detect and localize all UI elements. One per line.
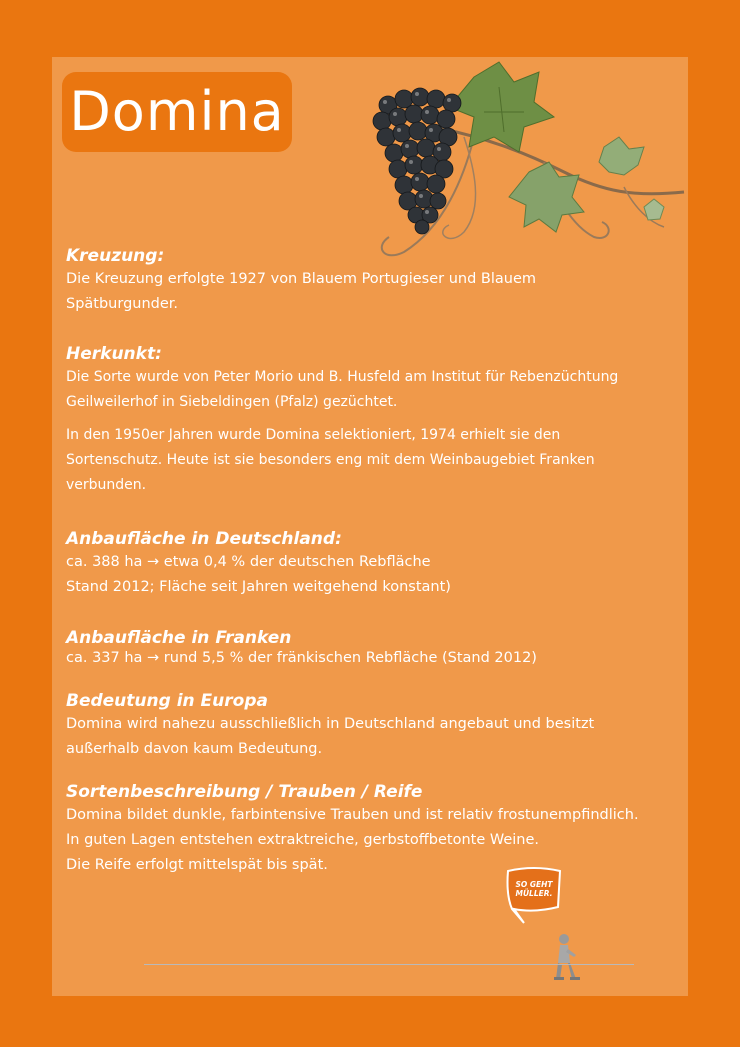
section-text: Die Kreuzung erfolgte 1927 von Blauem Portugieser und Blauem Spätburgunder.	[66, 271, 536, 312]
section-heading: Sortenbeschreibung / Trauben / Reife	[66, 782, 423, 802]
section-text: Domina bildet dunkle, farbintensive Trauben und ist relativ frostunempfindlich.	[66, 807, 639, 823]
sitting-figure-icon	[546, 929, 586, 989]
section-kreuzung	[66, 245, 686, 317]
section-text: Stand 2012; Fläche seit Jahren weitgehend konstant)	[66, 579, 451, 595]
section-heading: Anbaufläche in Deutschland:	[66, 529, 342, 549]
section-heading: Kreuzung:	[66, 246, 165, 266]
section-text: ca. 337 ha → rund 5,5 % der fränkischen Rebfläche (Stand 2012)	[66, 650, 537, 666]
section-text: In guten Lagen entstehen extraktreiche, gerbstoffbetonte Weine.	[66, 832, 540, 848]
bottom-divider	[144, 964, 634, 965]
section-herkunft	[66, 343, 686, 498]
section-text: In den 1950er Jahren wurde Domina selektioniert, 1974 erhielt sie den Sortenschutz. Heute ist sie besonders eng mit dem Weinbaugebiet Franken verbunden.	[66, 427, 595, 493]
section-text: Domina wird nahezu ausschließlich in Deutschland angebaut und besitzt außerhalb davon kaum Bedeutung.	[66, 716, 595, 757]
section-text: ca. 388 ha → etwa 0,4 % der deutschen Rebfläche	[66, 554, 431, 570]
section-sortenbeschreibung	[66, 781, 686, 878]
section-text: Die Reife erfolgt mittelspät bis spät.	[66, 857, 328, 873]
content-panel	[52, 57, 688, 996]
section-heading: Anbaufläche in Franken	[66, 628, 292, 648]
grape-vine-illustration	[324, 57, 688, 262]
section-anbauflaeche-franken	[66, 627, 686, 667]
page-title: Domina	[69, 80, 285, 143]
section-text: Die Sorte wurde von Peter Morio und B. Husfeld am Institut für Rebenzüchtung Geilweilerhof in Siebeldingen (Pfalz) gezüchtet.	[66, 369, 619, 410]
section-heading: Bedeutung in Europa	[66, 691, 268, 711]
logo-text: SO GEHT MÜLLER.	[515, 880, 553, 898]
section-bedeutung-europa	[66, 690, 686, 762]
title-badge	[62, 72, 292, 152]
section-heading: Herkunkt:	[66, 344, 162, 364]
section-anbauflaeche-deutschland	[66, 528, 686, 600]
